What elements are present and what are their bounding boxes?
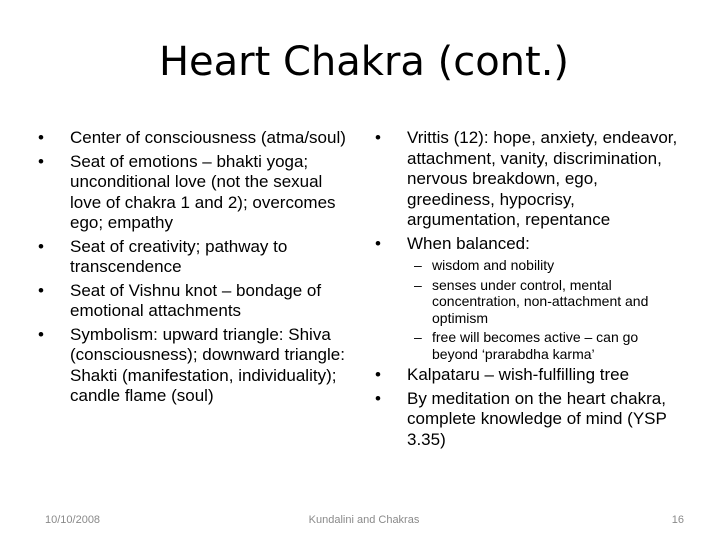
bullet-text: Kalpataru – wish-fulfilling tree — [407, 365, 630, 384]
right-column — [373, 128, 683, 453]
bullet-text: By meditation on the heart chakra, complete knowledge of mind (YSP 3.35) — [407, 388, 667, 449]
bullet-icon: • — [38, 236, 44, 256]
bullet-text: Seat of Vishnu knot – bondage of emotional attachments — [70, 280, 322, 320]
bullet-icon: • — [38, 151, 44, 171]
bullet-icon: • — [375, 233, 381, 253]
bullet-item — [373, 234, 683, 363]
left-bullet-list — [36, 128, 356, 407]
slide-title: Heart Chakra (cont.) — [158, 39, 570, 85]
sub-bullet-item — [407, 277, 683, 327]
bullet-icon: • — [38, 280, 44, 300]
bullet-item — [373, 128, 683, 231]
bullet-text: Vrittis (12): hope, anxiety, endeavor, attachment, vanity, discrimination, nervous breakdown, ego, greediness, hypocrisy, argumentation, repentance — [407, 128, 678, 229]
bullet-item — [36, 128, 356, 149]
sub-bullet-text: wisdom and nobility — [432, 257, 555, 273]
dash-icon: – — [414, 329, 422, 345]
dash-icon: – — [414, 276, 422, 293]
bullet-icon: • — [38, 128, 44, 147]
bullet-icon: • — [38, 324, 44, 344]
bullet-text: When balanced: — [407, 233, 530, 253]
bullet-item — [36, 152, 356, 234]
bullet-item — [36, 325, 356, 407]
sub-bullet-text: free will becomes active – can go beyond ‘prarabdha karma’ — [432, 329, 639, 362]
right-bullet-list — [373, 128, 683, 450]
bullet-icon: • — [375, 365, 381, 384]
bullet-item — [36, 237, 356, 278]
footer-date: 10/10/2008 — [45, 514, 101, 526]
left-column — [36, 128, 356, 410]
footer-page-number: 16 — [671, 514, 684, 526]
bullet-text: Symbolism: upward triangle: Shiva (consciousness); downward triangle: Shakti (manifestation, individuality); candle flame (soul) — [70, 324, 345, 405]
bullet-icon: • — [375, 388, 381, 408]
bullet-text: Seat of emotions – bhakti yoga; unconditional love (not the sexual love of chakra 1 and 2); overcomes ego; empathy — [70, 151, 336, 232]
sub-bullet-text: senses under control, mental concentration, non-attachment and optimism — [432, 276, 649, 326]
dash-icon: – — [414, 257, 422, 273]
footer-presentation-title: Kundalini and Chakras — [308, 514, 420, 526]
bullet-item — [373, 389, 683, 451]
bullet-item — [36, 281, 356, 322]
bullet-text: Center of consciousness (atma/soul) — [70, 128, 346, 147]
bullet-item — [373, 365, 683, 386]
sub-bullet-item — [407, 329, 683, 362]
sub-bullet-list — [407, 257, 683, 362]
sub-bullet-item — [407, 257, 683, 274]
bullet-text: Seat of creativity; pathway to transcendence — [70, 236, 288, 276]
bullet-icon: • — [375, 128, 381, 147]
